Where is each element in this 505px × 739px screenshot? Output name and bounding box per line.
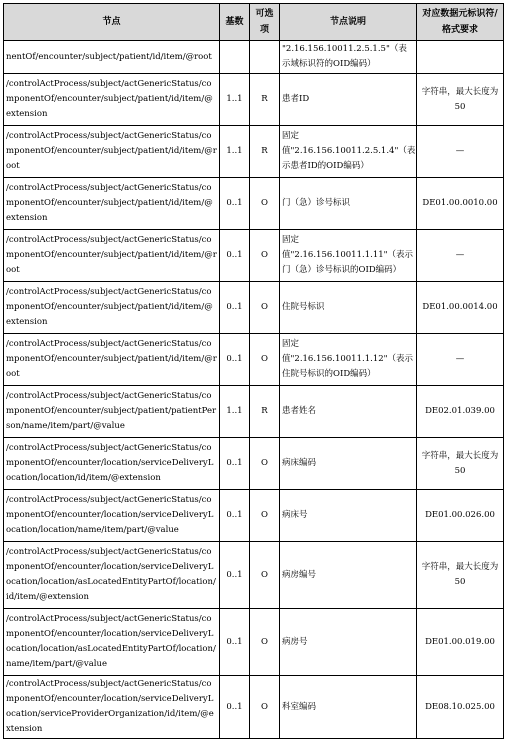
optionality-cell: O	[250, 334, 280, 386]
format-cell	[417, 41, 504, 74]
format-cell: —	[417, 334, 504, 386]
table-row	[4, 74, 504, 126]
cardinality-cell: 1..1	[220, 74, 250, 126]
table-row	[4, 542, 504, 609]
node-cell: /controlActProcess/subject/actGenericStatus/componentOf/encounter/location/serviceDeliveryLocation/location/id/item/@extension	[4, 438, 220, 490]
optionality-cell: O	[250, 490, 280, 542]
format-cell: DE08.10.025.00	[417, 676, 504, 739]
header-format: 对应数据元标识符/格式要求	[417, 4, 504, 41]
cardinality-cell: 0..1	[220, 676, 250, 739]
optionality-cell: O	[250, 438, 280, 490]
format-cell: 字符串，最大长度为50	[417, 542, 504, 609]
format-cell: 字符串，最大长度为50	[417, 438, 504, 490]
table-row	[4, 438, 504, 490]
optionality-cell: O	[250, 609, 280, 676]
format-cell: —	[417, 126, 504, 178]
header-node: 节点	[4, 4, 220, 41]
cardinality-cell: 0..1	[220, 542, 250, 609]
node-cell: /controlActProcess/subject/actGenericStatus/componentOf/encounter/location/serviceDeliveryLocation/location/name/item/part/@value	[4, 490, 220, 542]
node-cell: /controlActProcess/subject/actGenericStatus/componentOf/encounter/subject/patient/id/item/@root	[4, 334, 220, 386]
table-row	[4, 609, 504, 676]
description-cell: 固定值"2.16.156.10011.1.11"（表示门（急）诊号标识的OID编码）	[280, 230, 417, 282]
cardinality-cell: 0..1	[220, 178, 250, 230]
node-cell: /controlActProcess/subject/actGenericStatus/componentOf/encounter/location/serviceDeliveryLocation/location/asLocatedEntityPartOf/location/id/item/@extension	[4, 542, 220, 609]
table-row	[4, 41, 504, 74]
format-cell: 字符串，最大长度为50	[417, 74, 504, 126]
description-cell: 门（急）诊号标识	[280, 178, 417, 230]
cardinality-cell: 0..1	[220, 334, 250, 386]
format-cell: DE01.00.019.00	[417, 609, 504, 676]
optionality-cell: R	[250, 74, 280, 126]
description-cell: 科室编码	[280, 676, 417, 739]
description-cell: 患者姓名	[280, 386, 417, 438]
format-cell: DE01.00.0014.00	[417, 282, 504, 334]
description-cell: 病房号	[280, 609, 417, 676]
table-row	[4, 386, 504, 438]
table-row	[4, 282, 504, 334]
cardinality-cell: 0..1	[220, 230, 250, 282]
format-cell: DE01.00.026.00	[417, 490, 504, 542]
node-cell: /controlActProcess/subject/actGenericStatus/componentOf/encounter/subject/patient/patientPerson/name/item/part/@value	[4, 386, 220, 438]
description-cell: "2.16.156.10011.2.5.1.5"（表示域标识符的OID编码）	[280, 41, 417, 74]
optionality-cell: O	[250, 178, 280, 230]
cardinality-cell: 0..1	[220, 282, 250, 334]
format-cell: DE01.00.0010.00	[417, 178, 504, 230]
header-optionality: 可选项	[250, 4, 280, 41]
cardinality-cell: 1..1	[220, 126, 250, 178]
optionality-cell: O	[250, 230, 280, 282]
node-cell: /controlActProcess/subject/actGenericStatus/componentOf/encounter/subject/patient/id/item/@extension	[4, 74, 220, 126]
spec-table	[3, 3, 504, 739]
node-cell: /controlActProcess/subject/actGenericStatus/componentOf/encounter/location/serviceDeliveryLocation/serviceProviderOrganization/id/item/@extension	[4, 676, 220, 739]
description-cell: 固定值"2.16.156.10011.1.12"（表示住院号标识的OID编码）	[280, 334, 417, 386]
optionality-cell: O	[250, 676, 280, 739]
table-row	[4, 334, 504, 386]
table-row	[4, 230, 504, 282]
header-row	[4, 4, 504, 41]
node-cell: nentOf/encounter/subject/patient/id/item/@root	[4, 41, 220, 74]
format-cell: DE02.01.039.00	[417, 386, 504, 438]
table-row	[4, 490, 504, 542]
format-cell: —	[417, 230, 504, 282]
header-cardinality: 基数	[220, 4, 250, 41]
table-body	[4, 41, 504, 739]
table-row	[4, 178, 504, 230]
description-cell: 固定值"2.16.156.10011.2.5.1.4"（表示患者ID的OID编码）	[280, 126, 417, 178]
cardinality-cell: 0..1	[220, 438, 250, 490]
node-cell: /controlActProcess/subject/actGenericStatus/componentOf/encounter/subject/patient/id/item/@root	[4, 230, 220, 282]
node-cell: /controlActProcess/subject/actGenericStatus/componentOf/encounter/location/serviceDeliveryLocation/location/asLocatedEntityPartOf/location/name/item/part/@value	[4, 609, 220, 676]
header-description: 节点说明	[280, 4, 417, 41]
node-cell: /controlActProcess/subject/actGenericStatus/componentOf/encounter/subject/patient/id/item/@extension	[4, 178, 220, 230]
description-cell: 病床编码	[280, 438, 417, 490]
description-cell: 患者ID	[280, 74, 417, 126]
optionality-cell	[250, 41, 280, 74]
table-row	[4, 676, 504, 739]
description-cell: 病床号	[280, 490, 417, 542]
optionality-cell: O	[250, 282, 280, 334]
cardinality-cell: 0..1	[220, 490, 250, 542]
node-cell: /controlActProcess/subject/actGenericStatus/componentOf/encounter/subject/patient/id/item/@extension	[4, 282, 220, 334]
optionality-cell: R	[250, 386, 280, 438]
cardinality-cell: 1..1	[220, 386, 250, 438]
cardinality-cell	[220, 41, 250, 74]
table-row	[4, 126, 504, 178]
description-cell: 病房编号	[280, 542, 417, 609]
description-cell: 住院号标识	[280, 282, 417, 334]
node-cell: /controlActProcess/subject/actGenericStatus/componentOf/encounter/subject/patient/id/item/@root	[4, 126, 220, 178]
cardinality-cell: 0..1	[220, 609, 250, 676]
optionality-cell: R	[250, 126, 280, 178]
optionality-cell: O	[250, 542, 280, 609]
